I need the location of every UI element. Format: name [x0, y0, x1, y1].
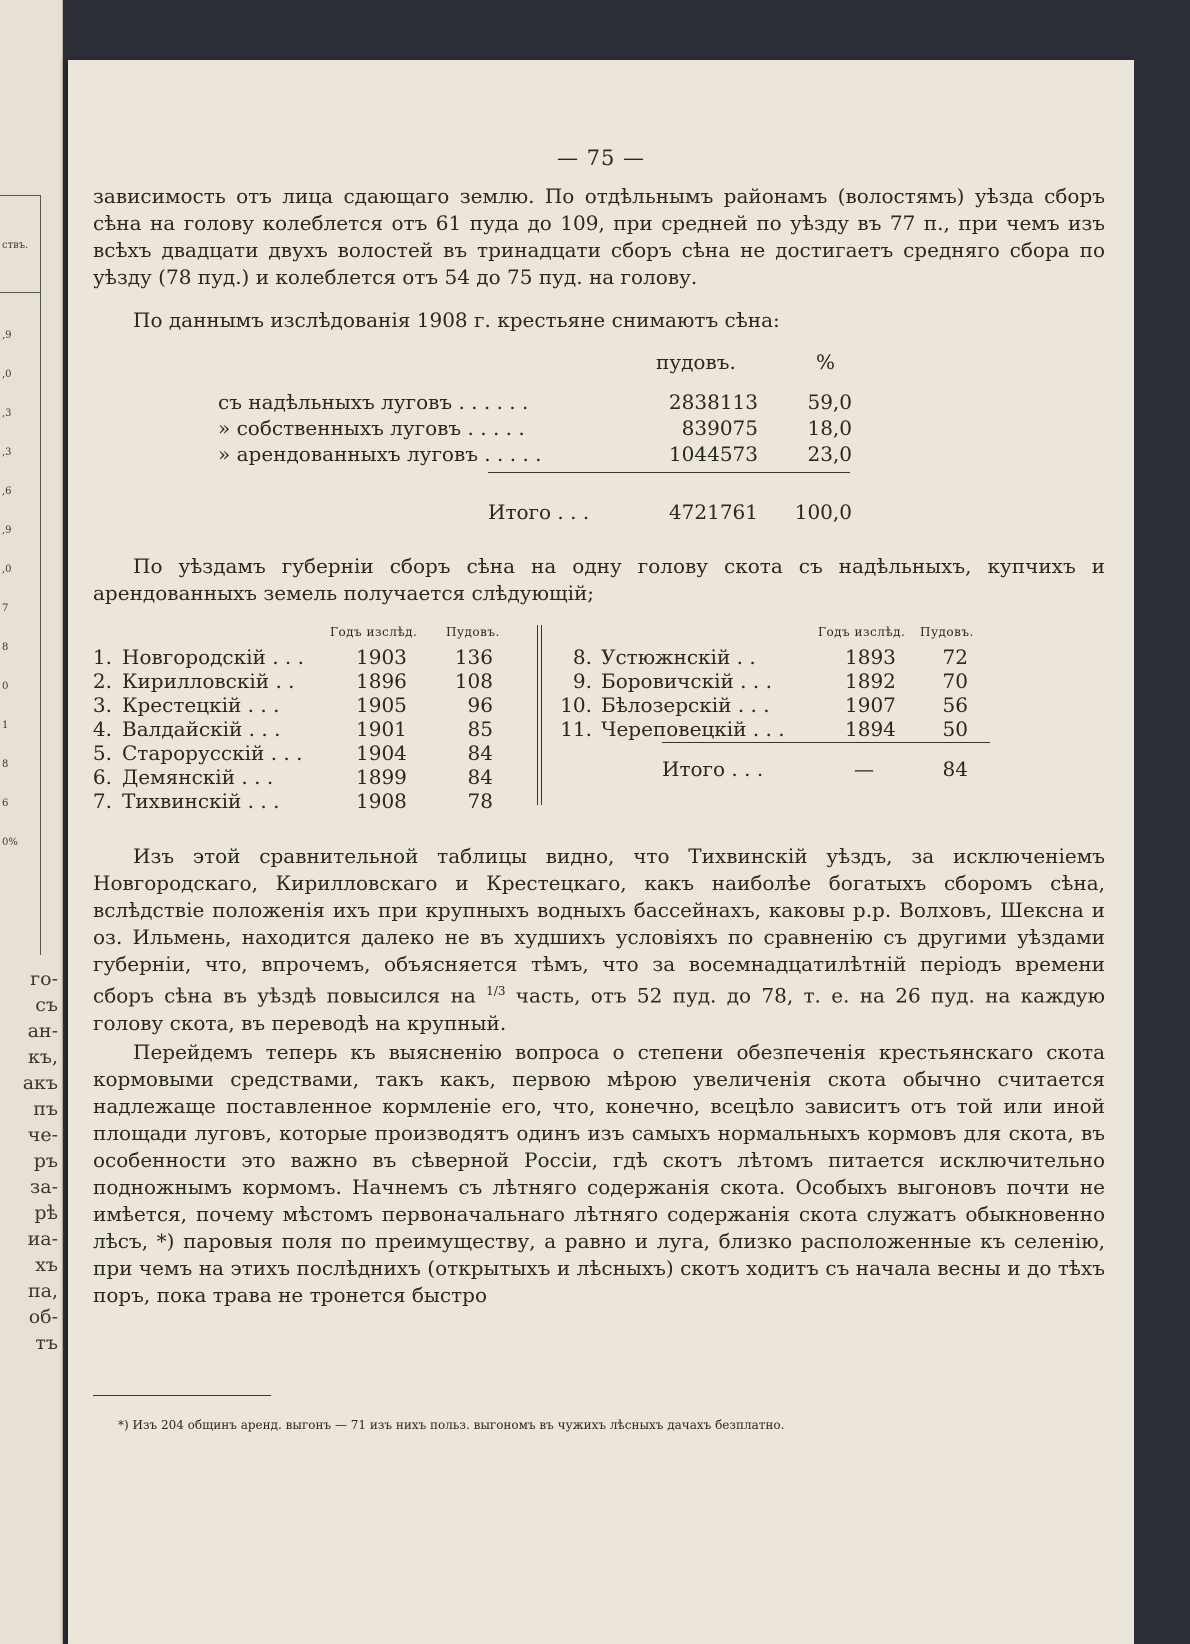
district-number: 9. [572, 669, 592, 693]
district-name: Старорусскій . . . [122, 741, 303, 765]
facing-page-number: ,0 [2, 564, 12, 575]
district-name: Боровичскій . . . [601, 669, 772, 693]
facing-page-word: съ [35, 994, 58, 1016]
facing-page-number: 1 [2, 720, 9, 731]
facing-page-number: 0 [2, 681, 9, 692]
district-name: Валдайскій . . . [122, 717, 281, 741]
district-year: 1901 [356, 717, 407, 741]
paragraph-text [93, 843, 1105, 1037]
hay-total-label: Итого . . . [488, 500, 590, 524]
facing-page-number: ,3 [2, 408, 12, 419]
facing-page-header: ствъ. [2, 240, 29, 251]
hay-row-pct: 18,0 [807, 416, 852, 440]
facing-page-number: ,3 [2, 447, 12, 458]
district-divider [537, 625, 538, 805]
hay-row-label: » арендованныхъ луговъ . . . . . [218, 442, 542, 466]
district-year: 1893 [845, 645, 896, 669]
district-number: 6. [92, 765, 112, 789]
district-number: 11. [560, 717, 592, 741]
facing-page-word: иа- [27, 1228, 58, 1250]
facing-page-number: 8 [2, 759, 9, 770]
district-name: Тихвинскій . . . [122, 789, 280, 813]
facing-page-number: 8 [2, 642, 9, 653]
district-col-year-right: Годъ изслѣд. [818, 625, 906, 639]
fraction: 1/3 [486, 984, 506, 998]
district-year: 1894 [845, 717, 896, 741]
facing-page-rule [0, 195, 40, 196]
facing-page-number: 7 [2, 603, 9, 614]
district-name: Кирилловскій . . [122, 669, 295, 693]
district-total-label: Итого . . . [662, 757, 764, 781]
district-year: 1907 [845, 693, 896, 717]
district-puds: 50 [942, 717, 968, 741]
district-number: 4. [92, 717, 112, 741]
facing-page-word: ръ [33, 1150, 58, 1172]
document-page [68, 60, 1134, 1644]
district-puds: 136 [454, 645, 493, 669]
district-number: 1. [92, 645, 112, 669]
district-name: Череповецкій . . . [601, 717, 785, 741]
district-puds: 108 [454, 669, 493, 693]
district-year: 1908 [356, 789, 407, 813]
facing-page-word: тъ [35, 1332, 58, 1354]
hay-row-label: » собственныхъ луговъ . . . . . [218, 416, 525, 440]
district-divider [541, 625, 542, 805]
facing-page-rule [40, 195, 41, 955]
district-name: Демянскій . . . [122, 765, 274, 789]
facing-page-word: за- [29, 1176, 58, 1198]
facing-page-number: 6 [2, 798, 9, 809]
district-puds: 72 [942, 645, 968, 669]
paragraph-text: По уѣздамъ губерніи сборъ сѣна на одну голову скота съ надѣльныхъ, купчихъ и арендованныхъ земель получается слѣдующій; [93, 554, 1105, 605]
hay-col-puds: пудовъ. [656, 350, 736, 374]
district-year: 1903 [356, 645, 407, 669]
footnote-rule [93, 1395, 271, 1396]
district-puds: 78 [467, 789, 493, 813]
facing-page-number: ,9 [2, 525, 12, 536]
facing-page-word: хъ [35, 1254, 58, 1276]
hay-row-puds: 2838113 [668, 390, 758, 414]
district-total-puds: 84 [942, 757, 968, 781]
facing-page-word: пъ [33, 1098, 58, 1120]
paragraph-1 [93, 183, 1105, 291]
district-year: 1892 [845, 669, 896, 693]
facing-page-word: че- [27, 1124, 58, 1146]
hay-total-puds: 4721761 [668, 500, 758, 524]
district-col-puds-left: Пудовъ. [446, 625, 500, 639]
district-name: Устюжнскій . . [601, 645, 756, 669]
hay-total-pct: 100,0 [794, 500, 852, 524]
district-name: Крестецкій . . . [122, 693, 280, 717]
district-name: Бѣлозерскій . . . [601, 693, 770, 717]
facing-page-word: акъ [22, 1072, 58, 1094]
facing-page-number: ,6 [2, 486, 12, 497]
hay-row-puds: 839075 [681, 416, 758, 440]
district-number: 2. [92, 669, 112, 693]
district-year: 1899 [356, 765, 407, 789]
hay-table-rule [488, 472, 850, 473]
paragraph-2 [93, 307, 1105, 334]
paragraph-text: зависимость отъ лица сдающаго землю. По отдѣльнымъ районамъ (волостямъ) уѣзда сборъ сѣна на голову колеблется отъ 61 пуда до 109, при средней по уѣзду въ 77 п., при чемъ изъ всѣхъ двадцати двухъ волостей въ тринадцати сборъ сѣна не достигаетъ средняго сбора по уѣзду (78 пуд.) и колеблется отъ 54 до 75 пуд. на голову. [93, 184, 1105, 289]
district-col-puds-right: Пудовъ. [920, 625, 974, 639]
paragraph-3 [93, 553, 1105, 607]
facing-page-word: об- [28, 1306, 58, 1328]
district-puds: 84 [467, 741, 493, 765]
hay-row-pct: 59,0 [807, 390, 852, 414]
district-puds: 70 [942, 669, 968, 693]
facing-page-word: рѣ [34, 1202, 58, 1224]
district-table-rule [662, 742, 990, 743]
paragraph-text: Перейдемъ теперь къ выясненію вопроса о степени обезпеченія крестьянскаго скота кормовыми средствами, такъ какъ, первою мѣрою увеличенія скота обычно считается надлежаще поставленное кормленіе его, что, конечно, всецѣло зависитъ отъ той или иной площади луговъ, которые производятъ одинъ изъ самыхъ нормальныхъ кормовъ для скота, въ особенности это важно въ сѣверной Россіи, гдѣ скотъ лѣтомъ питается исключительно подножнымъ кормомъ. Начнемъ съ лѣтняго содержанія скота. Особыхъ выгоновъ почти не имѣется, почему мѣстомъ первоначальнаго лѣтняго содержанія скота служатъ обыкновенно лѣсъ, *) паровыя поля по преимуществу, а равно и луга, близко расположенные къ селенію, при чемъ на этихъ послѣднихъ (открытыхъ и лѣсныхъ) скотъ ходитъ съ начала весны и до тѣхъ поръ, пока трава не тронется быстро [93, 1040, 1105, 1307]
district-puds: 85 [467, 717, 493, 741]
district-name: Новгородскій . . . [122, 645, 304, 669]
district-puds: 96 [467, 693, 493, 717]
district-year: 1904 [356, 741, 407, 765]
district-puds: 84 [467, 765, 493, 789]
paragraph-text-part: Изъ этой сравнительной таблицы видно, что Тихвинскій уѣздъ, за исключеніемъ Новгородскаго, Кирилловскаго и Крестецкаго, какъ наиболѣе богатыхъ сборомъ сѣна, вслѣдствіе положенія ихъ при крупныхъ водныхъ бассейнахъ, каковы р.р. Волховъ, Шексна и оз. Ильмень, находится далеко не въ худшихъ условіяхъ по сравненію съ другими уѣздами губерніи, что, впрочемъ, объясняется тѣмъ, что за восемнадцатилѣтній періодъ времени сборъ сѣна въ уѣздѣ повысился на [93, 844, 1105, 1008]
district-puds: 56 [942, 693, 968, 717]
facing-page-word: па, [27, 1280, 58, 1302]
facing-page-number: ,0 [2, 369, 12, 380]
district-year: 1905 [356, 693, 407, 717]
paragraph-text: По даннымъ изслѣдованія 1908 г. крестьяне снимаютъ сѣна: [133, 308, 780, 332]
hay-col-pct: % [816, 350, 836, 374]
district-year: 1896 [356, 669, 407, 693]
district-number: 5. [92, 741, 112, 765]
district-number: 3. [92, 693, 112, 717]
paragraph-text-part: часть, отъ 52 пуд. до 78, т. е. на 26 пуд. на каждую голову скота, въ переводѣ на крупный. [93, 983, 1105, 1035]
hay-row-pct: 23,0 [807, 442, 852, 466]
page-number: — 75 — [556, 146, 646, 170]
hay-row-label: съ надѣльныхъ луговъ . . . . . . [218, 390, 529, 414]
hay-row-puds: 1044573 [668, 442, 758, 466]
district-total-year: — [854, 757, 874, 781]
facing-page-fragment [0, 0, 63, 1644]
footnote: *) Изъ 204 общинъ аренд. выгонъ — 71 изъ нихъ польз. выгономъ въ чужихъ лѣсныхъ дачахъ безплатно. [118, 1418, 785, 1432]
facing-page-rule [0, 292, 40, 293]
district-number: 8. [572, 645, 592, 669]
paragraph-5 [93, 1039, 1105, 1309]
facing-page-number: ,9 [2, 330, 12, 341]
facing-page-word: ан- [27, 1020, 58, 1042]
district-number: 10. [560, 693, 592, 717]
district-number: 7. [92, 789, 112, 813]
facing-page-word: къ, [27, 1046, 58, 1068]
paragraph-4 [93, 843, 1105, 1037]
facing-page-number: 0% [2, 837, 18, 848]
district-col-year-left: Годъ изслѣд. [330, 625, 418, 639]
facing-page-word: го- [30, 968, 58, 990]
